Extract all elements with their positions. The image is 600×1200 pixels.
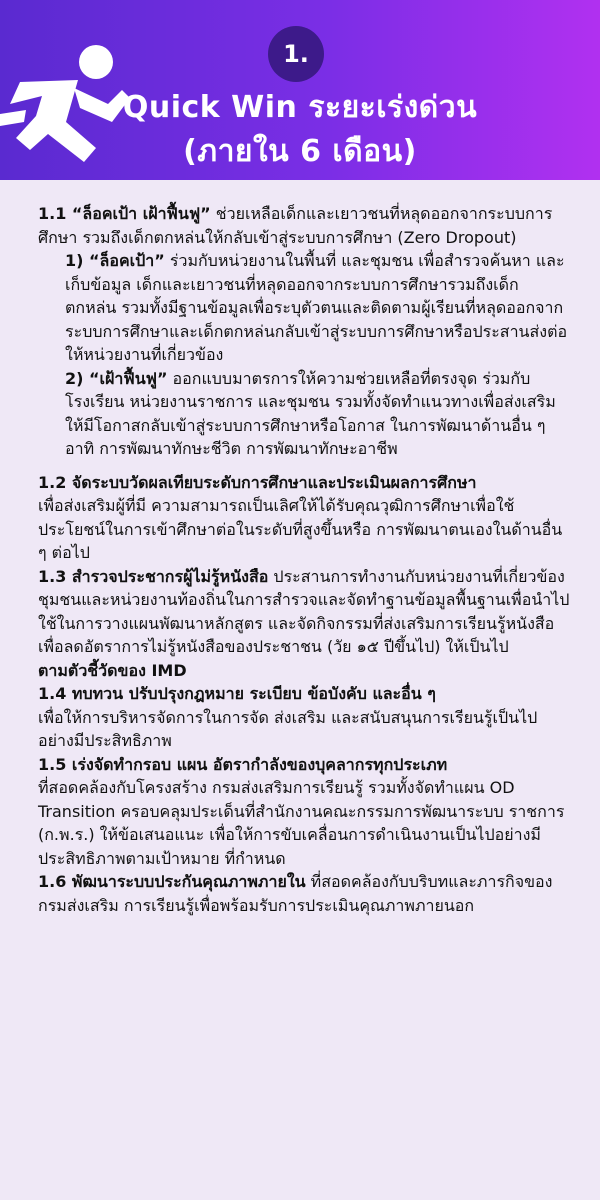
section-text: เพื่อให้การบริหารจัดการในการจัด ส่งเสริม และสนับสนุนการเรียนรู้เป็นไปอย่างมีประสิทธิภาพ <box>38 707 538 750</box>
section-heading: 1.6 พัฒนาระบบประกันคุณภาพภายใน <box>38 872 306 891</box>
section-text: ออกแบบมาตรการให้ความช่วยเหลือที่ตรงจุด ร่วมกับโรงเรียน หน่วยงานราชการ และชุมชน รวมทั้งจัดทำแนวทางเพื่อส่งเสริมให้มีโอกาสกลับเข้าสู่ระบบการศึกษาหรือโอกาส ในการพัฒนาด้านอื่น ๆ อาทิ การพัฒนาทักษะชีวิต การพัฒนาทักษะอาชีพ <box>65 368 556 458</box>
section-text: ที่สอดคล้องกับบริบทและภารกิจของกรมส่งเสริม การเรียนรู้เพื่อพร้อมรับการประเมินคุณภาพภายนอก <box>38 872 553 915</box>
section-text: ประสานการทำงานกับหน่วยงานที่เกี่ยวข้อง ชุมชนและหน่วยงานท้องถิ่นในการสำรวจและจัดทำฐานข้อมูลพื้นฐานเพื่อนำไปใช้ในการวางแผนพัฒนาหลักสูตร และจัดกิจกรรมที่ส่งเสริมการเรียนรู้หนังสือเพื่อลดอัตราการไม่รู้หนังสือของประชาชน (วัย ๑๕ ปีขึ้นไป) ให้เป็นไป <box>38 566 570 656</box>
header-banner <box>0 0 600 180</box>
section-heading: 2) “เฝ้าฟื้นฟู” <box>65 368 168 388</box>
section-text: เพื่อส่งเสริมผู้ที่มี ความสามารถเป็นเลิศให้ได้รับคุณวุฒิการศึกษาเพื่อใช้ประโยชน์ในการเข้าศึกษาต่อในระดับที่สูงขึ้นหรือ การพัฒนาตนเองในด้านอื่น ๆ ต่อไป <box>38 496 563 562</box>
section-text-bold: ตามตัวชี้วัดของ IMD <box>38 660 187 680</box>
section-1-4 <box>38 682 570 753</box>
section-heading: 1.1 “ล็อคเป้า เฝ้าฟื้นฟู” <box>38 204 211 223</box>
section-heading: 1.2 จัดระบบวัดผลเทียบระดับการศึกษาและประเมินผลการศึกษา <box>38 472 477 492</box>
section-heading: 1.5 เร่งจัดทำกรอบ แผน อัตรากำลังของบุคลากรทุกประเภท <box>38 754 448 774</box>
page-title: Quick Win ระยะเร่งด่วน <box>122 90 478 125</box>
section-1-2 <box>38 471 570 565</box>
section-1-6 <box>38 870 570 917</box>
section-1-1-2 <box>38 367 570 461</box>
section-number-badge: 1. <box>268 26 324 82</box>
section-heading: 1.4 ทบทวน ปรับปรุงกฎหมาย ระเบียบ ข้อบังคับ และอื่น ๆ <box>38 684 436 703</box>
section-1-3 <box>38 565 570 683</box>
section-heading: 1.3 สำรวจประชากรผู้ไม่รู้หนังสือ <box>38 566 269 586</box>
section-text: ที่สอดคล้องกับโครงสร้าง กรมส่งเสริมการเรียนรู้ รวมทั้งจัดทำแผน OD Transition ครอบคลุมประเด็นที่สำนักงานคณะกรรมการพัฒนาระบบ ราชการ (ก.พ.ร.) ให้ข้อเสนอแนะ เพื่อให้การขับเคลื่อนการดำเนินงานเป็นไปอย่างมีประสิทธิภาพตามเป้าหมาย ที่กำหนด <box>38 778 565 868</box>
section-1-5 <box>38 753 570 871</box>
content-body <box>0 180 600 917</box>
section-text: ร่วมกับหน่วยงานในพื้นที่ และชุมชน เพื่อสำรวจค้นหา และเก็บข้อมูล เด็กและเยาวชนที่หลุดออกจากระบบการศึกษารวมถึงเด็กตกหล่น รวมทั้งมีฐานข้อมูลเพื่อระบุตัวตนและติดตามผู้เรียนที่หลุดออกจากระบบการศึกษาและเด็กตกหล่นกลับเข้าสู่ระบบการศึกษาหรือประสานส่งต่อให้หน่วยงานที่เกี่ยวข้อง <box>65 251 568 364</box>
section-heading: 1) “ล็อคเป้า” <box>65 251 165 270</box>
page-subtitle: (ภายใน 6 เดือน) <box>183 134 417 169</box>
section-1-1-1 <box>38 249 570 367</box>
section-1-1 <box>38 202 570 249</box>
section-text: ช่วยเหลือเด็กและเยาวชนที่หลุดออกจากระบบการศึกษา รวมถึงเด็กตกหล่นให้กลับเข้าสู่ระบบการศึกษา (Zero Dropout) <box>38 204 553 247</box>
